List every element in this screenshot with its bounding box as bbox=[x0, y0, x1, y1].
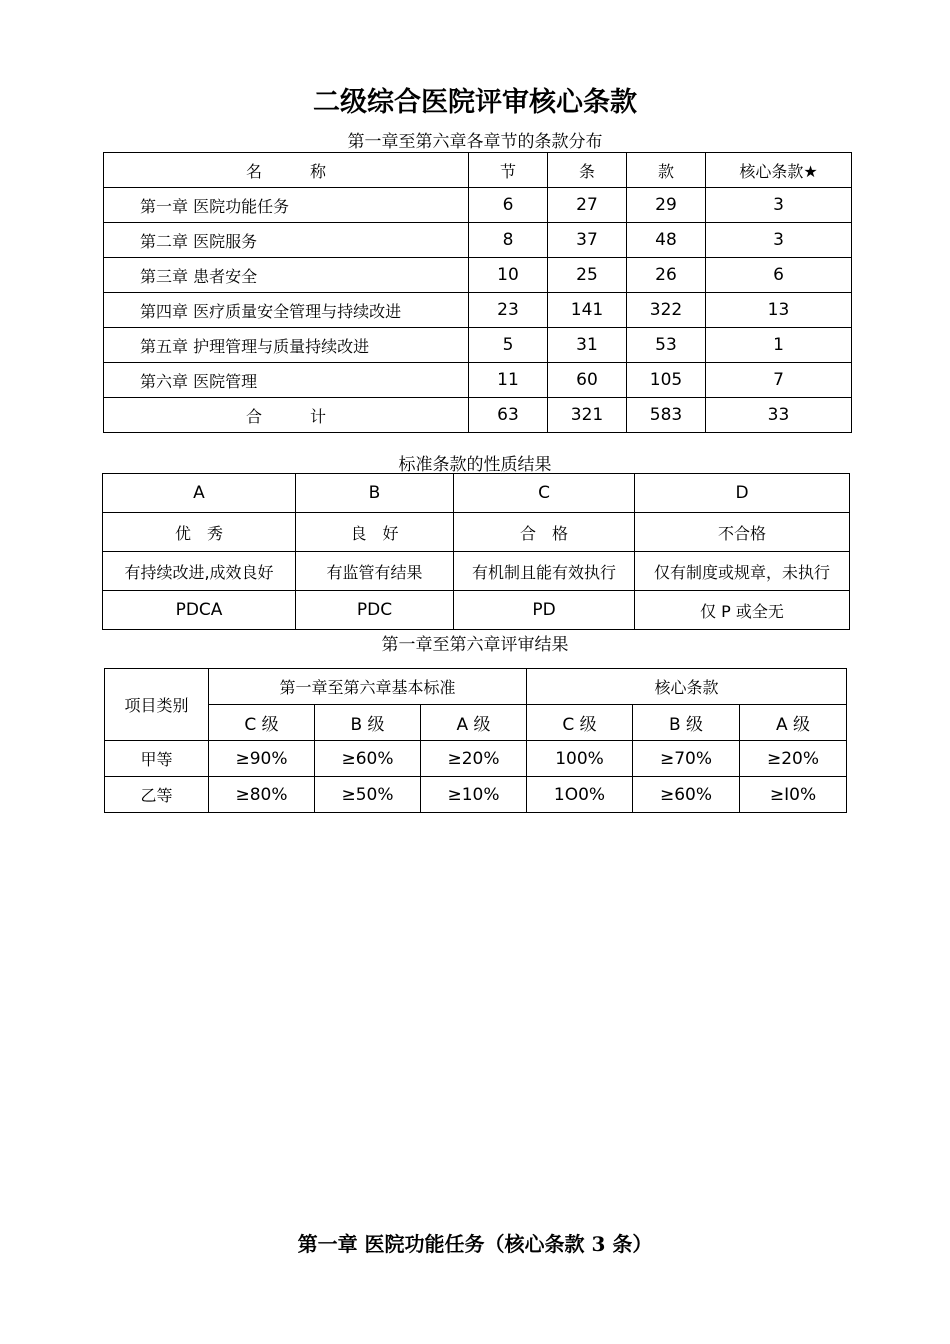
cycle-b: PDC bbox=[296, 591, 454, 630]
chapter-name: 第二章 医院服务 bbox=[104, 223, 469, 258]
section-count: 8 bbox=[469, 223, 548, 258]
page-title: 二级综合医院评审核心条款 bbox=[313, 87, 637, 118]
level-header: A 级 bbox=[421, 705, 527, 741]
level-header: C 级 bbox=[209, 705, 315, 741]
result-value: ≥90% bbox=[209, 741, 315, 777]
clause-count: 53 bbox=[627, 328, 706, 363]
article-count: 27 bbox=[548, 188, 627, 223]
result-value: ≥80% bbox=[209, 777, 315, 813]
result-value: ≥60% bbox=[315, 741, 421, 777]
table-row bbox=[104, 188, 852, 223]
desc-c: 有机制且能有效执行 bbox=[454, 552, 635, 591]
result-value: 100% bbox=[527, 741, 633, 777]
article-count: 31 bbox=[548, 328, 627, 363]
table-row bbox=[104, 328, 852, 363]
article-count: 37 bbox=[548, 223, 627, 258]
level-header: B 级 bbox=[315, 705, 421, 741]
result-value: ≥60% bbox=[633, 777, 740, 813]
grade-a: A bbox=[103, 474, 296, 513]
cycle-c: PD bbox=[454, 591, 635, 630]
chapter-name: 第一章 医院功能任务 bbox=[104, 188, 469, 223]
grade-b: B bbox=[296, 474, 454, 513]
clause-count: 29 bbox=[627, 188, 706, 223]
table3-group-row bbox=[105, 669, 847, 705]
article-count: 141 bbox=[548, 293, 627, 328]
result-value: ≥10% bbox=[421, 777, 527, 813]
table3-level-row bbox=[105, 705, 847, 741]
chapter-name: 第五章 护理管理与质量持续改进 bbox=[104, 328, 469, 363]
grade-description-row bbox=[103, 552, 850, 591]
grade-cycle-row bbox=[103, 591, 850, 630]
table3-corner: 项目类别 bbox=[105, 669, 209, 741]
core-count: 7 bbox=[706, 363, 852, 398]
section-count: 5 bbox=[469, 328, 548, 363]
result-value: ≥I0% bbox=[740, 777, 847, 813]
total-sections: 63 bbox=[469, 398, 548, 433]
table1-header-row bbox=[104, 153, 852, 188]
table1-caption: 第一章至第六章各章节的条款分布 bbox=[347, 132, 603, 152]
grade-c: C bbox=[454, 474, 635, 513]
table-row bbox=[105, 741, 847, 777]
result-value: ≥70% bbox=[633, 741, 740, 777]
clause-count: 26 bbox=[627, 258, 706, 293]
result-value: ≥50% bbox=[315, 777, 421, 813]
core-count: 1 bbox=[706, 328, 852, 363]
table1-total-row bbox=[104, 398, 852, 433]
table1-header-section: 节 bbox=[469, 153, 548, 188]
table-row bbox=[105, 777, 847, 813]
grade-level-row bbox=[103, 513, 850, 552]
section-count: 11 bbox=[469, 363, 548, 398]
section-count: 6 bbox=[469, 188, 548, 223]
desc-a: 有持续改进,成效良好 bbox=[103, 552, 296, 591]
grade-letter-row bbox=[103, 474, 850, 513]
basic-standard-header: 第一章至第六章基本标准 bbox=[209, 669, 527, 705]
table1-header-name: 名 称 bbox=[104, 153, 469, 188]
chapter-name: 第三章 患者安全 bbox=[104, 258, 469, 293]
level-fail: 不合格 bbox=[635, 513, 850, 552]
table-row bbox=[104, 363, 852, 398]
core-count: 3 bbox=[706, 188, 852, 223]
table2-caption: 标准条款的性质结果 bbox=[398, 455, 552, 475]
cycle-a: PDCA bbox=[103, 591, 296, 630]
chapter-name: 第六章 医院管理 bbox=[104, 363, 469, 398]
review-results-table bbox=[104, 668, 847, 813]
core-count: 13 bbox=[706, 293, 852, 328]
article-count: 60 bbox=[548, 363, 627, 398]
grade-d: D bbox=[635, 474, 850, 513]
level-excellent: 优 秀 bbox=[103, 513, 296, 552]
table-row bbox=[104, 223, 852, 258]
level-header: A 级 bbox=[740, 705, 847, 741]
total-clauses: 583 bbox=[627, 398, 706, 433]
clause-count: 105 bbox=[627, 363, 706, 398]
core-count: 6 bbox=[706, 258, 852, 293]
chapter-heading: 第一章 医院功能任务（核心条款 3 条） bbox=[297, 1232, 653, 1256]
total-label: 合 计 bbox=[104, 398, 469, 433]
result-value: ≥20% bbox=[740, 741, 847, 777]
total-core: 33 bbox=[706, 398, 852, 433]
core-clause-header: 核心条款 bbox=[527, 669, 847, 705]
clause-count: 322 bbox=[627, 293, 706, 328]
level-pass: 合 格 bbox=[454, 513, 635, 552]
table3-caption: 第一章至第六章评审结果 bbox=[381, 635, 569, 655]
section-count: 10 bbox=[469, 258, 548, 293]
chapter-name: 第四章 医疗质量安全管理与持续改进 bbox=[104, 293, 469, 328]
total-articles: 321 bbox=[548, 398, 627, 433]
article-count: 25 bbox=[548, 258, 627, 293]
desc-b: 有监管有结果 bbox=[296, 552, 454, 591]
core-count: 3 bbox=[706, 223, 852, 258]
level-good: 良 好 bbox=[296, 513, 454, 552]
level-header: B 级 bbox=[633, 705, 740, 741]
clause-nature-table bbox=[102, 473, 850, 630]
level-header: C 级 bbox=[527, 705, 633, 741]
table1-header-article: 条 bbox=[548, 153, 627, 188]
table1-header-core: 核心条款★ bbox=[706, 153, 852, 188]
table1-header-clause: 款 bbox=[627, 153, 706, 188]
result-value: ≥20% bbox=[421, 741, 527, 777]
table-row bbox=[104, 258, 852, 293]
row-label: 乙等 bbox=[105, 777, 209, 813]
section-count: 23 bbox=[469, 293, 548, 328]
row-label: 甲等 bbox=[105, 741, 209, 777]
table-row bbox=[104, 293, 852, 328]
clause-count: 48 bbox=[627, 223, 706, 258]
result-value: 1O0% bbox=[527, 777, 633, 813]
chapter-distribution-table bbox=[103, 152, 852, 433]
desc-d: 仅有制度或规章，未执行 bbox=[635, 552, 850, 591]
cycle-d: 仅 P 或全无 bbox=[635, 591, 850, 630]
